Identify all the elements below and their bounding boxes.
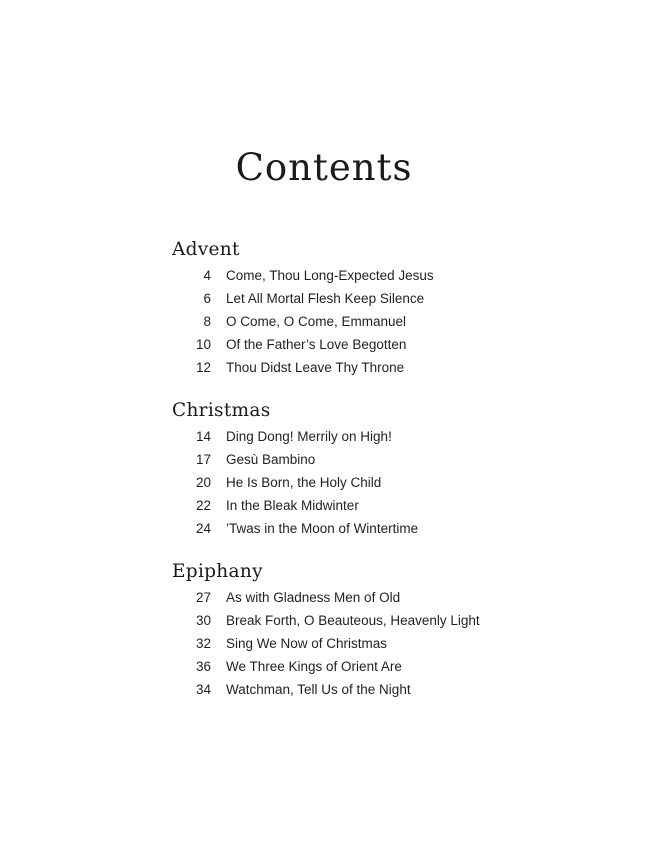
page-number: 4	[203, 268, 211, 283]
section-heading: Advent	[172, 239, 240, 260]
entry-title: We Three Kings of Orient Are	[226, 659, 402, 674]
page-number: 34	[195, 682, 211, 697]
page-number: 10	[195, 337, 211, 352]
entry-title: Watchman, Tell Us of the Night	[226, 682, 411, 697]
toc-entry[interactable]	[172, 517, 592, 540]
toc-entry[interactable]	[172, 678, 592, 701]
page-number: 27	[195, 590, 211, 605]
entry-title: Ding Dong! Merrily on High!	[226, 429, 392, 444]
toc-entry[interactable]	[172, 425, 592, 448]
page-number: 30	[195, 613, 211, 628]
toc-entry[interactable]	[172, 448, 592, 471]
entry-title: Sing We Now of Christmas	[226, 636, 388, 651]
entry-title: Thou Didst Leave Thy Throne	[226, 360, 405, 375]
entry-title: Let All Mortal Flesh Keep Silence	[226, 291, 425, 306]
entry-title: Gesù Bambino	[226, 452, 316, 467]
entry-title: ’Twas in the Moon of Wintertime	[226, 521, 419, 536]
section-heading: Epiphany	[172, 561, 263, 582]
page-number: 32	[195, 636, 211, 651]
entry-title: Of the Father’s Love Begotten	[226, 337, 407, 352]
section-christmas	[172, 400, 592, 540]
entry-title: He Is Born, the Holy Child	[226, 475, 382, 490]
page-number: 8	[203, 314, 211, 329]
page-number: 22	[195, 498, 211, 513]
toc-entry[interactable]	[172, 655, 592, 678]
toc-entry[interactable]	[172, 310, 592, 333]
entry-title: O Come, O Come, Emmanuel	[226, 314, 407, 329]
page-number: 36	[195, 659, 211, 674]
page-number: 17	[195, 452, 211, 467]
page-title: Contents	[235, 146, 413, 189]
section-heading: Christmas	[172, 400, 271, 421]
toc-entry[interactable]	[172, 264, 592, 287]
toc-entry[interactable]	[172, 609, 592, 632]
entry-title: In the Bleak Midwinter	[226, 498, 359, 513]
section-epiphany	[172, 561, 592, 701]
page-number: 14	[195, 429, 211, 444]
toc-entry[interactable]	[172, 333, 592, 356]
page-number: 12	[195, 360, 211, 375]
toc-entry[interactable]	[172, 494, 592, 517]
entry-title: Come, Thou Long-Expected Jesus	[226, 268, 434, 283]
toc-entry[interactable]	[172, 287, 592, 310]
page-number: 24	[195, 521, 211, 536]
toc-entry[interactable]	[172, 356, 592, 379]
entry-title: As with Gladness Men of Old	[226, 590, 401, 605]
toc-entry[interactable]	[172, 586, 592, 609]
entry-title: Break Forth, O Beauteous, Heavenly Light	[226, 613, 480, 628]
toc-entry[interactable]	[172, 632, 592, 655]
toc-entry[interactable]	[172, 471, 592, 494]
section-advent	[172, 239, 592, 379]
page-number: 20	[195, 475, 211, 490]
page-number: 6	[203, 291, 211, 306]
